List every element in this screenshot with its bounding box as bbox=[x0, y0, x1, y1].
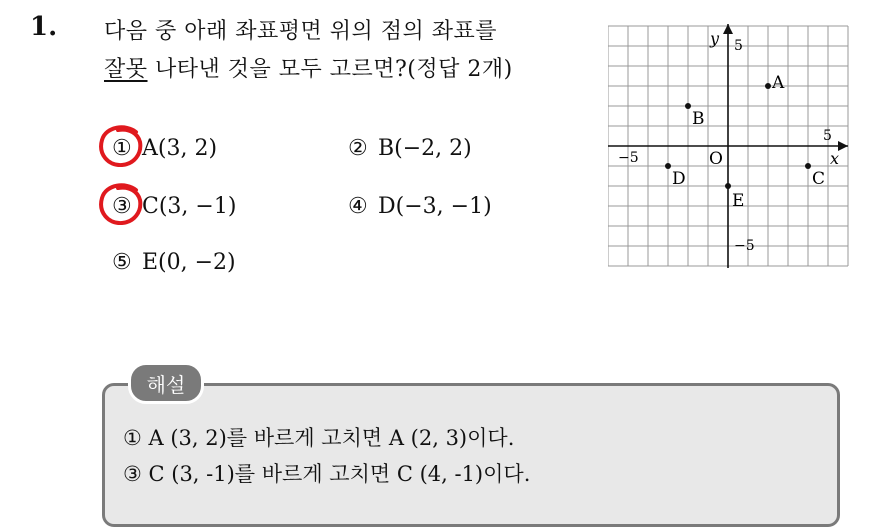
tick-y-neg: −5 bbox=[734, 238, 755, 254]
x-axis-arrow bbox=[838, 141, 848, 151]
choice-number: ④ bbox=[348, 194, 368, 219]
choice-4[interactable] bbox=[348, 194, 492, 219]
point-A bbox=[765, 83, 771, 89]
choice-3[interactable] bbox=[112, 194, 236, 219]
origin-label: O bbox=[709, 149, 723, 169]
point-label-D: D bbox=[672, 169, 686, 189]
axes bbox=[608, 24, 848, 268]
choice-1[interactable] bbox=[112, 136, 217, 161]
underlined-word: 잘못 bbox=[104, 57, 148, 82]
tick-x-pos: 5 bbox=[823, 128, 832, 144]
coordinate-plane bbox=[608, 22, 852, 268]
point-label-B: B bbox=[692, 109, 705, 129]
solution-box bbox=[102, 383, 840, 527]
x-axis-label: x bbox=[830, 149, 840, 168]
choice-number: ① bbox=[112, 136, 132, 161]
choice-number: ③ bbox=[112, 194, 132, 219]
tick-y-pos: 5 bbox=[734, 38, 743, 54]
choice-number: ② bbox=[348, 136, 368, 161]
solution-tag: 해설 bbox=[128, 362, 204, 404]
point-label-C: C bbox=[812, 169, 826, 189]
point-D bbox=[665, 163, 671, 169]
solution-line-2: ③ C (3, -1)를 바르게 고치면 C (4, -1)이다. bbox=[123, 462, 531, 486]
choice-text: D(−3, −1) bbox=[378, 194, 492, 219]
tick-x-neg: −5 bbox=[618, 150, 639, 166]
question-text-line2 bbox=[104, 52, 513, 83]
y-axis-label: y bbox=[710, 29, 720, 48]
choice-text: E(0, −2) bbox=[142, 250, 236, 275]
choice-text: A(3, 2) bbox=[142, 136, 218, 161]
question-number: 1. bbox=[30, 12, 58, 42]
plotted-points bbox=[665, 73, 825, 211]
point-B bbox=[685, 103, 691, 109]
point-label-A: A bbox=[772, 73, 785, 93]
choice-5[interactable] bbox=[112, 250, 236, 275]
choice-text: C(3, −1) bbox=[142, 194, 237, 219]
point-label-E: E bbox=[732, 191, 745, 211]
point-E bbox=[725, 183, 731, 189]
question-text-line1: 다음 중 아래 좌표평면 위의 점의 좌표를 bbox=[104, 19, 497, 44]
solution-line-1: ① A (3, 2)를 바르게 고치면 A (2, 3)이다. bbox=[123, 426, 515, 450]
choice-2[interactable] bbox=[348, 136, 472, 161]
point-C bbox=[805, 163, 811, 169]
question-text-rest: 나타낸 것을 모두 고르면?(정답 2개) bbox=[147, 57, 513, 82]
choice-number: ⑤ bbox=[112, 250, 132, 275]
choice-text: B(−2, 2) bbox=[378, 136, 472, 161]
